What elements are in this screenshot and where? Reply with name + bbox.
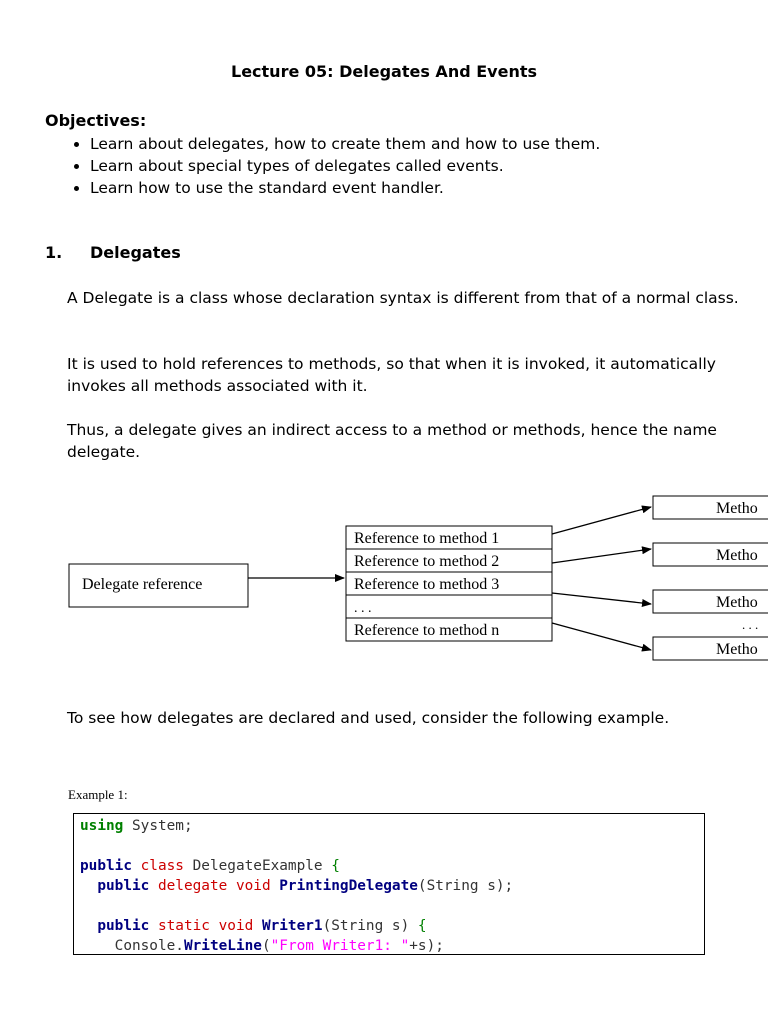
code-text: (String s); <box>417 878 514 894</box>
code-keyword: delegate void <box>149 878 271 894</box>
method-boxes <box>653 496 768 660</box>
code-keyword: using <box>80 818 124 834</box>
code-text: { <box>409 918 427 934</box>
code-keyword: public <box>97 918 150 934</box>
code-indent <box>80 918 97 934</box>
code-line-blank <box>80 836 704 856</box>
code-line <box>80 876 704 896</box>
method-box-n: Metho <box>716 641 758 658</box>
method-arrow-n <box>552 623 651 650</box>
code-text: (String s) <box>322 918 410 934</box>
list-item: • Learn about special types of delegates called events. <box>90 155 600 177</box>
paragraph: It is used to hold references to methods, so that when it is invoked, it automatically invokes all methods associated with it. <box>67 355 716 395</box>
paragraph: Thus, a delegate gives an indirect access to a method or methods, hence the name delegate. <box>67 421 717 461</box>
reference-row-1: Reference to method 1 <box>354 530 500 547</box>
delegate-reference-label: Delegate reference <box>82 576 203 593</box>
reference-row-2: Reference to method 2 <box>354 553 500 570</box>
code-keyword: public <box>97 878 150 894</box>
objectives-list <box>66 133 600 199</box>
code-keyword: public <box>80 858 132 874</box>
code-string: "From Writer1: " <box>270 938 410 954</box>
list-item: • Learn about delegates, how to create them and how to use them. <box>90 133 600 155</box>
code-line <box>80 916 704 936</box>
reference-table <box>346 526 552 641</box>
code-line <box>80 856 704 876</box>
code-block <box>73 813 705 955</box>
code-keyword: class <box>131 858 184 874</box>
code-line <box>80 936 704 956</box>
code-keyword: static void <box>149 918 254 934</box>
code-indent <box>80 878 97 894</box>
code-text: { <box>322 858 340 874</box>
method-box-2: Metho <box>716 547 758 564</box>
method-arrow-3 <box>552 593 651 604</box>
reference-row-ellipsis: . . . <box>354 601 372 616</box>
page-title: Lecture 05: Delegates And Events <box>231 62 537 81</box>
code-line <box>80 816 704 836</box>
method-box-3: Metho <box>716 594 758 611</box>
delegate-diagram <box>0 490 768 670</box>
section-title: Delegates <box>90 243 181 262</box>
code-identifier: PrintingDelegate <box>270 878 418 894</box>
example-label: Example 1: <box>68 787 128 802</box>
method-arrow-1 <box>552 507 651 534</box>
code-indent <box>80 938 115 954</box>
objectives-heading: Objectives: <box>45 111 147 130</box>
reference-row-n: Reference to method n <box>354 622 500 639</box>
method-arrow-2 <box>552 549 651 563</box>
code-text: +s); <box>409 938 444 954</box>
list-item: • Learn how to use the standard event handler. <box>90 177 600 199</box>
paragraph: To see how delegates are declared and used, consider the following example. <box>67 709 670 727</box>
code-text: ( <box>261 938 271 954</box>
paragraph: A Delegate is a class whose declaration syntax is different from that of a normal class. <box>67 289 739 307</box>
code-line-blank <box>80 896 704 916</box>
reference-row-3: Reference to method 3 <box>354 576 500 593</box>
code-identifier: WriteLine <box>183 938 262 954</box>
code-text: Console. <box>114 938 184 954</box>
code-identifier: Writer1 <box>253 918 323 934</box>
method-box-1: Metho <box>716 500 758 517</box>
section-number: 1. <box>45 243 63 262</box>
code-text: DelegateExample <box>183 858 323 874</box>
method-ellipsis: . . . <box>742 617 759 632</box>
code-text: System; <box>123 818 193 834</box>
